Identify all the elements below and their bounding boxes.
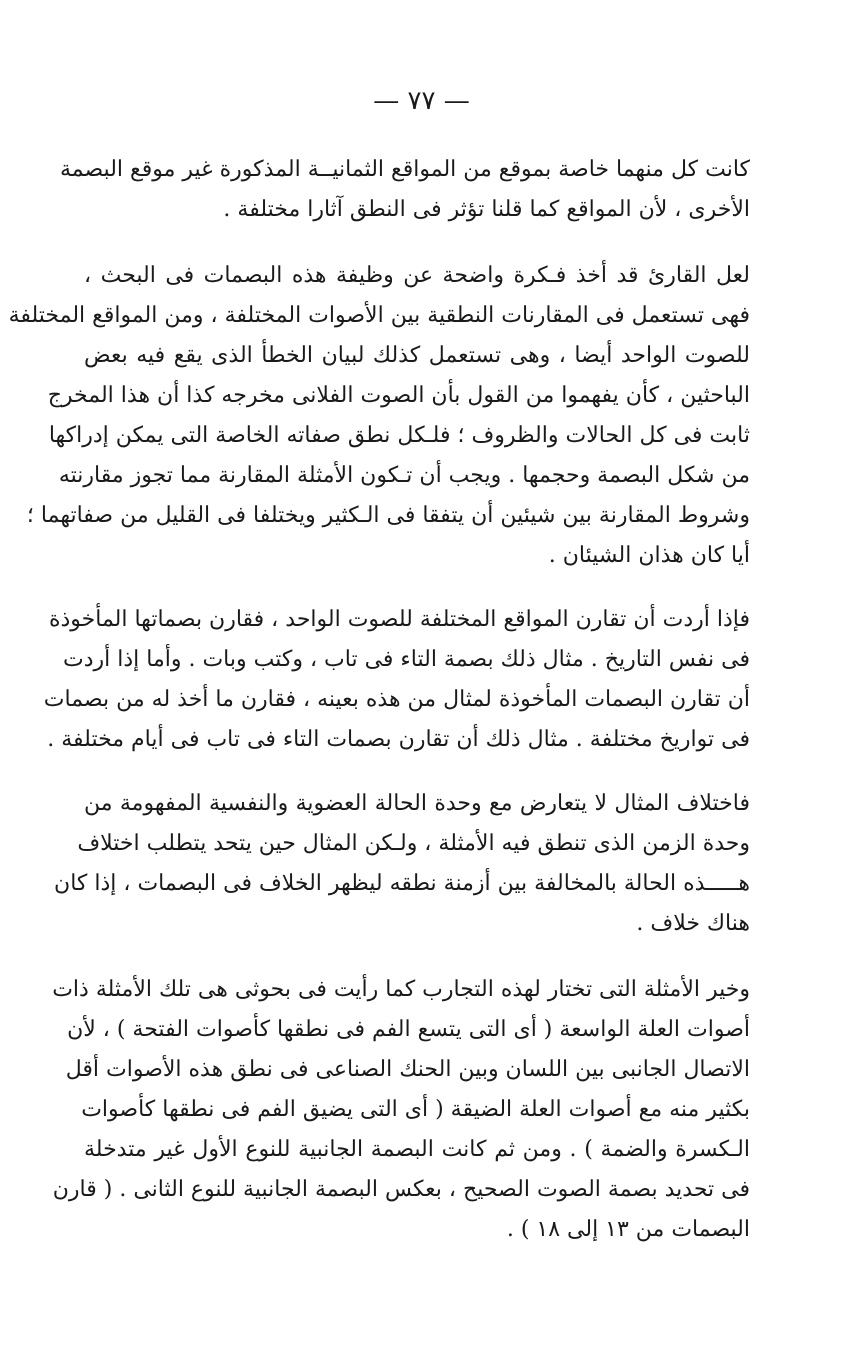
text-line: فإذا أردت أن تقارن المواقع المختلفة للصوت الواحد ، فقارن بصماتها المأخوذة: [48, 607, 750, 632]
paragraph: [52, 970, 750, 1250]
text-line: فاختلاف المثال لا يتعارض مع وحدة الحالة العضوية والنفسية المفهومة من: [84, 791, 750, 816]
text-line: لعل القارئ قد أخذ فـكرة واضحة عن وظيفة هذه البصمات فى البحث ،: [84, 263, 750, 288]
text-line: بكثير منه مع أصوات العلة الضيقة ( أى التى يضيق الفم فى نطقها كأصوات: [81, 1097, 750, 1122]
text-line: هـــــذه الحالة بالمخالفة بين أزمنة نطقه ليظهر الخلاف فى البصمات ، إذا كان: [54, 871, 750, 896]
text-line: الأخرى ، لأن المواقع كما قلنا تؤثر فى النطق آثارا مختلفة .: [223, 197, 750, 222]
text-line: فى تواريخ مختلفة . مثال ذلك أن تقارن بصمات التاء فى تاب فى أيام مختلفة .: [47, 727, 750, 752]
paragraph: [43, 600, 750, 760]
text-line: ثابت فى كل الحالات والظروف ؛ فلـكل نطق صفاته الخاصة التى يمكن إدراكها: [48, 423, 750, 448]
text-line: فهى تستعمل فى المقارنات النطقية بين الأصوات المختلفة ، ومن المواقع المختلفة: [8, 303, 750, 328]
text-line: كانت كل منهما خاصة بموقع من المواقع الثمانيــة المذكورة غير موقع البصمة: [59, 157, 750, 182]
page-number: — ٧٧ —: [373, 86, 470, 116]
text-line: أصوات العلة الواسعة ( أى التى يتسع الفم فى نطقها كأصوات الفتحة ) ، لأن: [67, 1017, 750, 1042]
body-text: [8, 150, 750, 1272]
paragraph: [8, 256, 750, 576]
text-line: أن تقارن البصمات المأخوذة لمثال من هذه بعينه ، فقارن ما أخذ له من بصمات: [43, 687, 750, 712]
text-line: الـكسرة والضمة ) . ومن ثم كانت البصمة الجانبية للنوع الأول غير متدخلة: [84, 1137, 750, 1162]
paragraph: [54, 784, 750, 944]
text-line: هناك خلاف .: [636, 911, 750, 936]
text-line: فى نفس التاريخ . مثال ذلك بصمة التاء فى تاب ، وكتب وبات . وأما إذا أردت: [63, 647, 750, 672]
text-line: للصوت الواحد أيضا ، وهى تستعمل كذلك لبيان الخطأ الذى يقع فيه بعض: [84, 343, 750, 368]
text-line: الباحثين ، كأن يفهموا من القول بأن الصوت الفلانى مخرجه كذا أن هذا المخرج: [47, 383, 750, 408]
text-line: أيا كان هذان الشيئان .: [548, 543, 750, 568]
text-line: البصمات من ١٣ إلى ١٨ ) .: [506, 1217, 750, 1242]
text-line: فى تحديد بصمة الصوت الصحيح ، بعكس البصمة الجانبية للنوع الثانى . ( قارن: [52, 1177, 750, 1202]
text-line: من شكل البصمة وحجمها . ويجب أن تـكون الأمثلة المقارنة مما تجوز مقارنته: [58, 463, 750, 488]
text-line: الاتصال الجانبى بين اللسان وبين الحنك الصناعى فى نطق هذه الأصوات أقل: [65, 1057, 750, 1082]
text-line: وشروط المقارنة بين شيئين أن يتفقا فى الـكثير ويختلفا فى القليل من صفاتهما ؛: [26, 503, 750, 528]
paragraph: [59, 150, 750, 230]
text-line: وخير الأمثلة التى تختار لهذه التجارب كما رأيت فى بحوثى هى تلك الأمثلة ذات: [52, 977, 750, 1002]
text-line: وحدة الزمن الذى تنطق فيه الأمثلة ، ولـكن المثال حين يتحد يتطلب اختلاف: [77, 831, 750, 856]
